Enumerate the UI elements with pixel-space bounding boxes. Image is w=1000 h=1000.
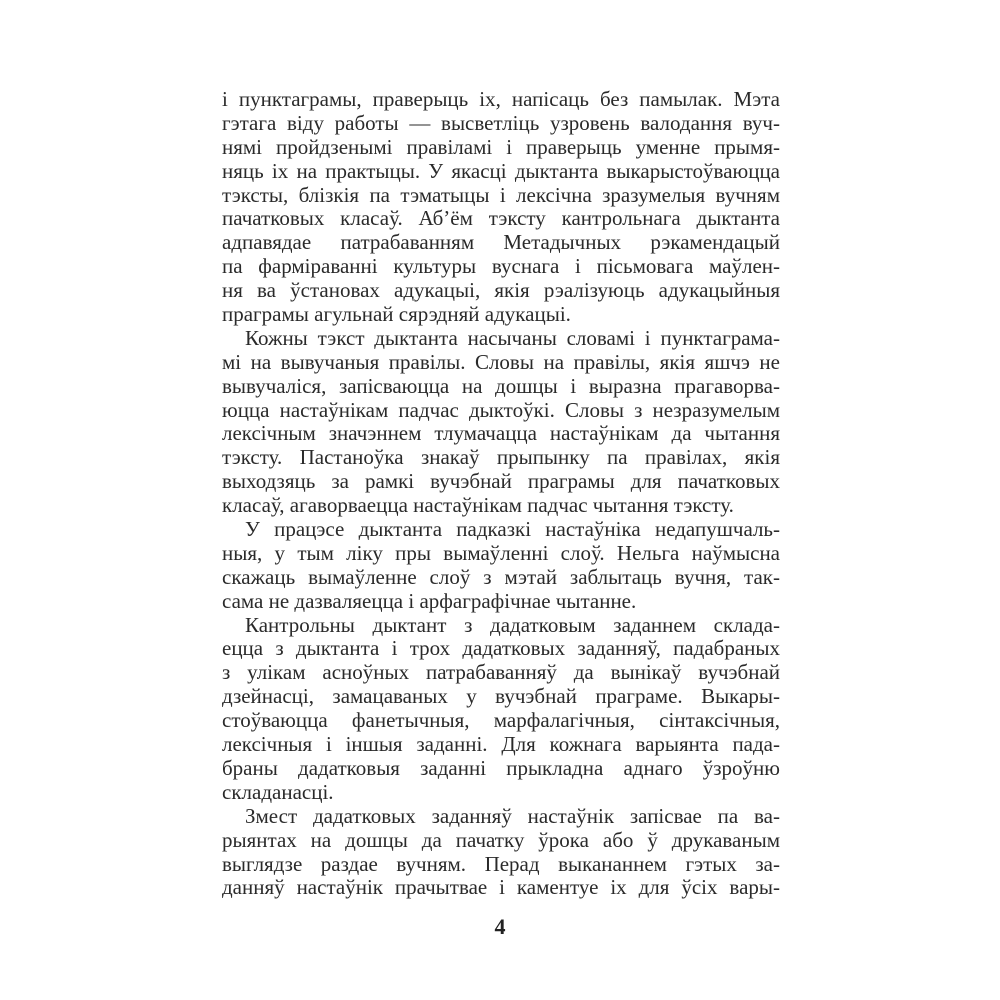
- text-line: выглядзе раздае вучням. Перад выкананнем гэтых за-: [222, 851, 780, 876]
- text-line: няць іх на практыцы. У якасці дыктанта выкарыстоўваюцца: [222, 158, 780, 183]
- text-line: сама не дазваляецца і арфаграфічнае чытанне.: [222, 588, 637, 613]
- text-line: скажаць вымаўленне слоў з мэтай заблытаць вучня, так-: [222, 564, 780, 589]
- text-line: нямі пройдзенымі правіламі і праверыць уменне прымя-: [222, 134, 780, 159]
- paragraph: [222, 88, 780, 327]
- text-line: тэксты, блізкія па тэматыцы і лексічна зразумелыя вучням: [222, 182, 780, 207]
- text-line: пачатковых класаў. Аб’ём тэксту кантрольнага дыктанта: [222, 206, 780, 231]
- page-body: [222, 88, 780, 900]
- text-line: стоўваюцца фанетычныя, марфалагічныя, сінтаксічныя,: [222, 708, 780, 733]
- text-line: рыянтах на дошцы да пачатку ўрока або ў друкаваным: [222, 827, 780, 852]
- text-line: з улікам асноўных патрабаванняў да вынікаў вучэбнай: [222, 660, 780, 685]
- text-line: Кожны тэкст дыктанта насычаны словамі і пунктаграма-: [245, 325, 780, 350]
- text-line: Змест дадатковых заданняў настаўнік запісвае па ва-: [245, 803, 780, 828]
- text-line: юцца настаўнікам падчас дыктоўкі. Словы з незразумелым: [222, 397, 780, 422]
- text-line: і пунктаграмы, праверыць іх, напісаць без памылак. Мэта: [222, 87, 780, 111]
- page-number: 4: [494, 914, 506, 939]
- text-line: мі на вывучаныя правілы. Словы на правілы, якія яшчэ не: [222, 349, 780, 374]
- paragraph: [222, 518, 780, 614]
- text-line: гэтага віду работы — высветліць узровень валодання вуч-: [222, 110, 780, 135]
- paragraph: [222, 327, 780, 518]
- text-line: ныя, у тым ліку пры вымаўленні слоў. Нельга наўмысна: [222, 540, 780, 565]
- text-line: класаў, агаворваецца настаўнікам падчас чытання тэксту.: [222, 493, 734, 518]
- paragraph: [222, 614, 780, 805]
- text-line: праграмы агульнай сярэдняй адукацыі.: [222, 302, 571, 327]
- text-line: выходзяць за рамкі вучэбнай праграмы для пачатковых: [222, 469, 780, 494]
- text-line: адпавядае патрабаванням Метадычных рэкамендацый: [222, 230, 780, 255]
- text-line: браны дадатковыя заданні прыкладна аднаго ўзроўню: [222, 755, 780, 780]
- text-line: вывучаліся, запісваюцца на дошцы і выразна прагаворва-: [222, 373, 780, 398]
- text-line: данняў настаўнік прачытвае і каментуе іх для ўсіх вары-: [222, 875, 780, 900]
- text-line: У працэсе дыктанта падказкі настаўніка недапушчаль-: [245, 517, 780, 542]
- text-line: дзейнасці, замацаваных у вучэбнай праграме. Выкары-: [222, 684, 780, 709]
- text-line: ня ва ўстановах адукацыі, якія рэалізуюць адукацыйныя: [222, 278, 780, 303]
- paragraph: [222, 805, 780, 901]
- text-line: па фарміраванні культуры вуснага і пісьмовага маўлен-: [222, 254, 780, 279]
- text-line: складанасці.: [222, 779, 334, 804]
- text-line: Кантрольны дыктант з дадатковым заданнем склада-: [245, 612, 780, 637]
- text-line: ецца з дыктанта і трох дадатковых заданняў, падабраных: [222, 636, 780, 661]
- text-line: лексічныя і іншыя заданні. Для кожнага варыянта пада-: [222, 732, 780, 757]
- text-line: тэксту. Пастаноўка знакаў прыпынку па правілах, якія: [222, 445, 780, 470]
- text-line: лексічным значэннем тлумачацца настаўнікам да чытання: [222, 421, 780, 446]
